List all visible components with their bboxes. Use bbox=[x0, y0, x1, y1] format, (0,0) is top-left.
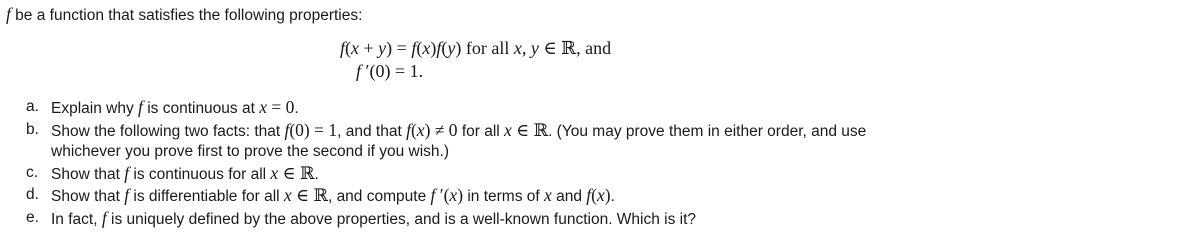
part-a bbox=[26, 97, 1186, 120]
part-letter: d. bbox=[26, 186, 39, 203]
part-text: Show the following two facts: that f(0) = 1, and that f(x) ≠ 0 for all x ∈ ℝ. (You may prove them in either order, and use bbox=[51, 119, 867, 140]
part-c bbox=[26, 163, 1186, 186]
part-text: Explain why f is continuous at x = 0. bbox=[51, 97, 299, 117]
part-d bbox=[26, 185, 1186, 208]
problem-intro: f be a function that satisfies the following properties: bbox=[6, 4, 363, 24]
part-b bbox=[26, 120, 1186, 143]
problem-parts bbox=[26, 97, 1186, 230]
part-b-continuation: whichever you prove first to prove the second if you wish.) bbox=[51, 143, 450, 160]
part-letter: b. bbox=[26, 120, 39, 138]
part-text: Show that f is differentiable for all x ∈ ℝ, and compute f ′(x) in terms of x and f(x). bbox=[51, 185, 615, 205]
part-letter: e. bbox=[26, 208, 39, 226]
part-letter: a. bbox=[26, 98, 39, 115]
part-letter: c. bbox=[26, 163, 39, 181]
part-text: In fact, f is uniquely defined by the above properties, and is a well-known function. Which is it? bbox=[51, 207, 697, 228]
derivative-condition: f ′(0) = 1. bbox=[356, 61, 424, 81]
part-e bbox=[26, 208, 1186, 231]
functional-equation: f(x + y) = f(x)f(y) for all x, y ∈ ℝ, and bbox=[340, 38, 612, 58]
part-text: Show that f is continuous for all x ∈ ℝ. bbox=[51, 162, 319, 183]
